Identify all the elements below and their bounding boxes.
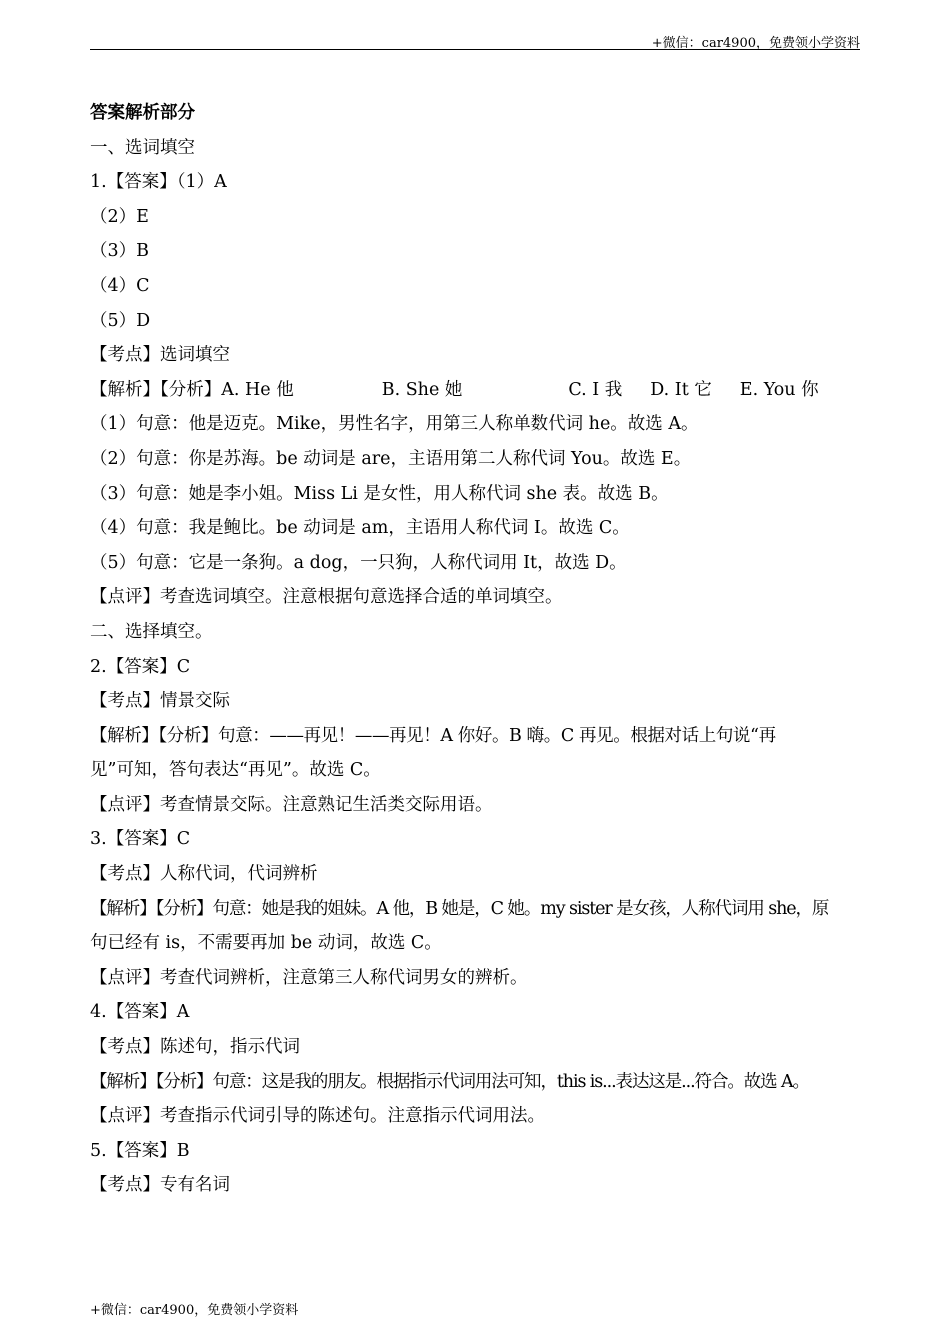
q1-option-a: 【解析】【分析】A. He 他 — [90, 379, 294, 400]
q1-kaodian: 【考点】选词填空 — [90, 345, 230, 366]
q3-jiexi-line-1: 【解析】【分析】句意：她是我的姐妹。A 他，B 她是，C 她。my sister 是女孩，人称代词用 she，原 — [90, 898, 829, 919]
q4-dianping: 【点评】考查指示代词引导的陈述句。注意指示代词用法。 — [90, 1106, 545, 1127]
answer-body — [90, 96, 862, 1203]
q2-dianping: 【点评】考查情景交际。注意熟记生活类交际用语。 — [90, 794, 493, 815]
q4-jiexi: 【解析】【分析】句意：这是我的朋友。根据指示代词用法可知，this is...表达这是...符合。故选 A。 — [90, 1071, 809, 1092]
q1-explain-1: （1）句意：他是迈克。Mike，男性名字，用第三人称单数代词 he。故选 A。 — [90, 414, 699, 435]
q1-explain-4: （4）句意：我是鲍比。be 动词是 am，主语用人称代词 I。故选 C。 — [90, 518, 630, 539]
q1-answer-4: （4）C — [90, 275, 150, 296]
q1-dianping: 【点评】考查选词填空。注意根据句意选择合适的单词填空。 — [90, 587, 563, 608]
q5-kaodian: 【考点】专有名词 — [90, 1175, 230, 1196]
q1-answer-2: （2）E — [90, 206, 149, 227]
q3-kaodian: 【考点】人称代词，代词辨析 — [90, 864, 318, 885]
q3-dianping: 【点评】考查代词辨析，注意第三人称代词男女的辨析。 — [90, 967, 528, 988]
page-footer-text: +微信：car4900，免费领小学资料 — [90, 1303, 299, 1318]
q1-option-c: C. I 我 — [568, 379, 623, 400]
q3-answer: 3.【答案】C — [90, 829, 191, 850]
q5-answer: 5.【答案】B — [90, 1140, 190, 1161]
q3-jiexi-line-2: 句已经有 is，不需要再加 be 动词，故选 C。 — [90, 933, 442, 954]
section-heading-1: 一、选词填空 — [90, 137, 195, 158]
q1-explain-3: （3）句意：她是李小姐。Miss Li 是女性，用人称代词 she 表。故选 B。 — [90, 483, 669, 504]
section-heading-2: 二、选择填空。 — [90, 621, 213, 642]
q2-kaodian: 【考点】情景交际 — [90, 691, 230, 712]
q1-explain-5: （5）句意：它是一条狗。a dog，一只狗，人称代词用 It，故选 D。 — [90, 552, 627, 573]
page-header-text: +微信：car4900，免费领小学资料 — [651, 36, 860, 51]
q4-kaodian: 【考点】陈述句，指示代词 — [90, 1037, 300, 1058]
q1-explain-2: （2）句意：你是苏海。be 动词是 are，主语用第二人称代词 You。故选 E。 — [90, 448, 692, 469]
q1-option-e: E. You 你 — [739, 379, 819, 400]
q1-answer: 1.【答案】（1）A — [90, 172, 227, 193]
page-title: 答案解析部分 — [90, 103, 195, 123]
q2-answer: 2.【答案】C — [90, 656, 191, 677]
q2-jiexi-line-1: 【解析】【分析】句意：——再见！——再见！A 你好。B 嗨。C 再见。根据对话上句说“再 — [90, 725, 776, 746]
q4-answer: 4.【答案】A — [90, 1002, 190, 1023]
header-divider — [90, 49, 860, 50]
q1-option-b: B. She 她 — [381, 379, 463, 400]
q1-answer-3: （3）B — [90, 241, 149, 262]
q1-option-d: D. It 它 — [650, 379, 712, 400]
q1-answer-5: （5）D — [90, 310, 151, 331]
q1-options-line — [90, 373, 862, 408]
q2-jiexi-line-2: 见”可知，答句表达“再见”。故选 C。 — [90, 760, 381, 781]
